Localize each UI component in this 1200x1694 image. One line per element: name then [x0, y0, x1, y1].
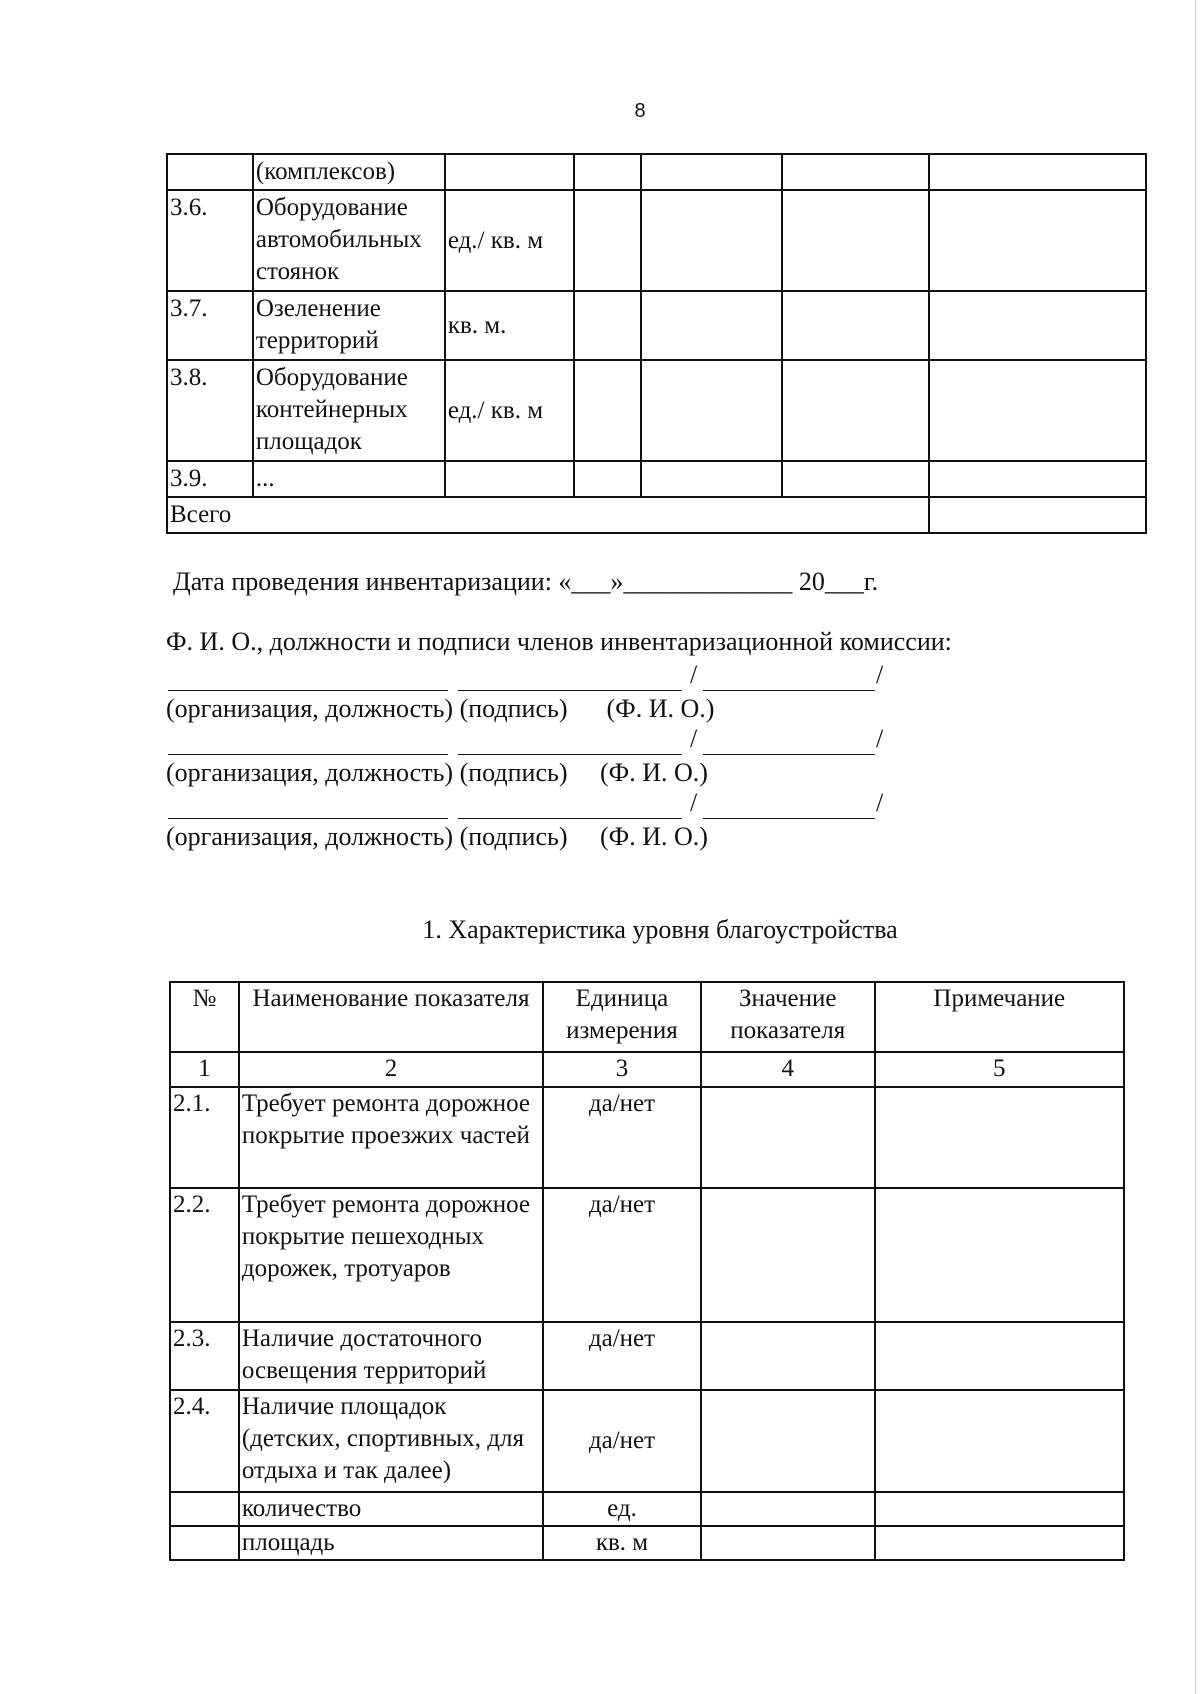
row-number — [167, 154, 253, 190]
empty-cell — [574, 291, 642, 360]
empty-cell — [574, 154, 642, 190]
section-title: 1. Характеристика уровня благоустройства — [422, 915, 898, 944]
empty-cell — [875, 1322, 1124, 1390]
row-number: 3.9. — [167, 461, 253, 497]
row-number: 2.1. — [170, 1087, 239, 1188]
signature-caption-2: (организация, должность) (подпись) (Ф. И. О.) — [166, 758, 708, 787]
row-name: площадь — [239, 1526, 543, 1560]
row-name: Оборудование автомобильных стоянок — [253, 190, 445, 291]
inventory-date-line: Дата проведения инвентаризации: «___»_____________ 20___г. — [173, 567, 879, 596]
row-unit — [445, 154, 574, 190]
empty-cell — [701, 1322, 875, 1390]
row-unit: кв. м — [543, 1526, 701, 1560]
row-number: 3.7. — [167, 291, 253, 360]
row-name: Требует ремонта дорожное покрытие пешеходных дорожек, тротуаров — [239, 1188, 543, 1322]
scan-edge — [1195, 0, 1196, 1694]
empty-cell — [641, 154, 782, 190]
row-number: 2.3. — [170, 1322, 239, 1390]
row-number — [170, 1526, 239, 1560]
column-number: 4 — [701, 1052, 875, 1087]
empty-cell — [929, 360, 1146, 461]
row-name: количество — [239, 1492, 543, 1526]
row-name: Озеленение территорий — [253, 291, 445, 360]
table-row — [167, 291, 1146, 360]
empty-cell — [782, 461, 929, 497]
total-value-cell — [929, 497, 1146, 533]
characteristics-table — [169, 981, 1125, 1561]
column-number: 2 — [239, 1052, 543, 1087]
empty-cell — [782, 360, 929, 461]
table-row — [170, 1492, 1124, 1526]
empty-cell — [701, 1492, 875, 1526]
row-unit: ед./ кв. м — [445, 190, 574, 291]
table-row — [170, 1188, 1124, 1322]
empty-cell — [929, 461, 1146, 497]
header-unit: Единица измерения — [543, 982, 701, 1052]
column-number: 3 — [543, 1052, 701, 1087]
empty-cell — [929, 190, 1146, 291]
row-unit — [445, 461, 574, 497]
table-row — [170, 1322, 1124, 1390]
empty-cell — [875, 1188, 1124, 1322]
empty-cell — [875, 1492, 1124, 1526]
header-row — [170, 982, 1124, 1052]
row-number: 2.2. — [170, 1188, 239, 1322]
table-row — [170, 1087, 1124, 1188]
empty-cell — [641, 190, 782, 291]
empty-cell — [574, 190, 642, 291]
row-unit: да/нет — [543, 1322, 701, 1390]
row-name: ... — [253, 461, 445, 497]
table-row — [170, 1526, 1124, 1560]
header-number: № — [170, 982, 239, 1052]
table-row — [170, 1390, 1124, 1492]
inventory-table — [166, 153, 1147, 534]
signature-caption-3: (организация, должность) (подпись) (Ф. И. О.) — [166, 822, 708, 851]
header-value: Значение показателя — [701, 982, 875, 1052]
row-unit: кв. м. — [445, 291, 574, 360]
empty-cell — [782, 291, 929, 360]
empty-cell — [875, 1390, 1124, 1492]
empty-cell — [701, 1390, 875, 1492]
row-name: Наличие достаточного освещения территорий — [239, 1322, 543, 1390]
empty-cell — [875, 1087, 1124, 1188]
signature-caption-1: (организация, должность) (подпись) (Ф. И. О.) — [166, 694, 715, 723]
table-row — [167, 190, 1146, 291]
table-row — [167, 360, 1146, 461]
empty-cell — [875, 1526, 1124, 1560]
empty-cell — [574, 360, 642, 461]
header-name: Наименование показателя — [239, 982, 543, 1052]
row-name: Наличие площадок (детских, спортивных, для отдыха и так далее) — [239, 1390, 543, 1492]
empty-cell — [929, 291, 1146, 360]
page-number: 8 — [634, 100, 646, 122]
column-number: 1 — [170, 1052, 239, 1087]
row-name: Оборудование контейнерных площадок — [253, 360, 445, 461]
row-number: 3.8. — [167, 360, 253, 461]
header-note: Примечание — [875, 982, 1124, 1052]
row-number: 2.4. — [170, 1390, 239, 1492]
column-number: 5 — [875, 1052, 1124, 1087]
total-label: Всего — [167, 497, 929, 533]
row-number — [170, 1492, 239, 1526]
row-unit: ед./ кв. м — [445, 360, 574, 461]
row-name: Требует ремонта дорожное покрытие проезжих частей — [239, 1087, 543, 1188]
empty-cell — [701, 1087, 875, 1188]
table-row — [167, 461, 1146, 497]
row-unit: да/нет — [543, 1087, 701, 1188]
empty-cell — [782, 190, 929, 291]
empty-cell — [641, 461, 782, 497]
row-name: (комплексов) — [253, 154, 445, 190]
total-row — [167, 497, 1146, 533]
row-unit: да/нет — [543, 1390, 701, 1492]
table-row — [167, 154, 1146, 190]
row-number: 3.6. — [167, 190, 253, 291]
row-unit: ед. — [543, 1492, 701, 1526]
empty-cell — [701, 1526, 875, 1560]
empty-cell — [574, 461, 642, 497]
empty-cell — [929, 154, 1146, 190]
row-unit: да/нет — [543, 1188, 701, 1322]
empty-cell — [641, 291, 782, 360]
empty-cell — [782, 154, 929, 190]
commission-heading: Ф. И. О., должности и подписи членов инвентаризационной комиссии: — [166, 627, 952, 656]
column-number-row — [170, 1052, 1124, 1087]
empty-cell — [701, 1188, 875, 1322]
empty-cell — [641, 360, 782, 461]
